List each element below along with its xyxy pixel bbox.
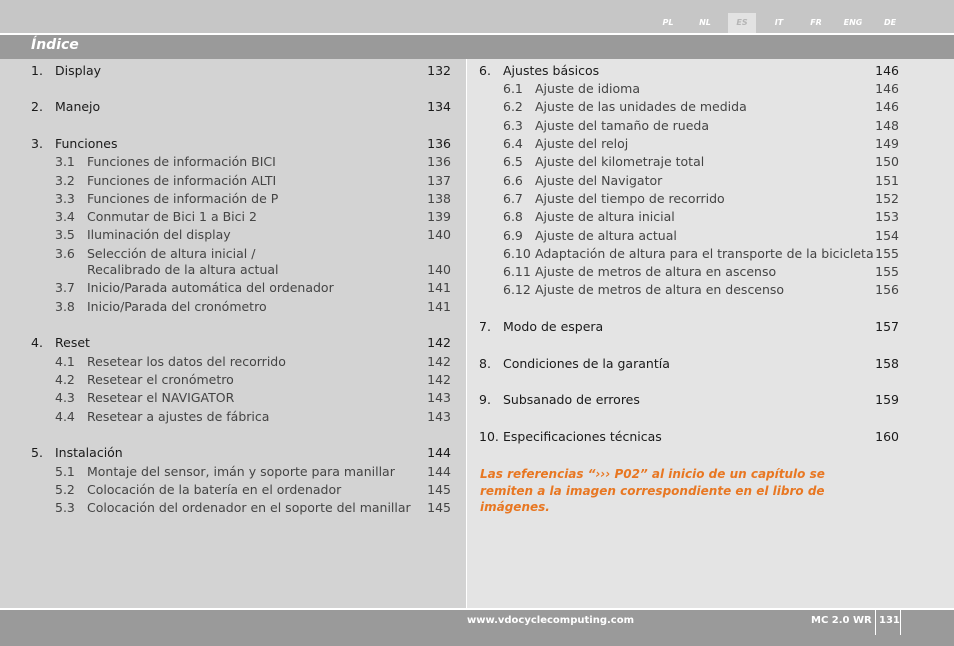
toc-entry-page: 136 <box>427 136 451 151</box>
toc-entry[interactable] <box>31 226 451 244</box>
toc-entry-number: 4.2 <box>55 372 75 387</box>
toc-entry[interactable] <box>479 318 899 336</box>
toc-entry-page: 137 <box>427 173 451 188</box>
lang-tab-pl[interactable]: PL <box>662 18 674 27</box>
page-title: Índice <box>31 37 79 53</box>
toc-entry-number: 5.2 <box>55 482 75 497</box>
footer-model: MC 2.0 WR <box>811 615 872 626</box>
footer-url[interactable]: www.vdocyclecomputing.com <box>467 615 635 626</box>
toc-entry[interactable] <box>479 172 899 190</box>
toc-entry[interactable] <box>31 279 451 297</box>
toc-entry-label: Funciones de información BICI <box>87 154 276 169</box>
toc-entry-page: 142 <box>427 354 451 369</box>
toc-entry-number: 3.4 <box>55 209 75 224</box>
toc-entry-page: 141 <box>427 299 451 314</box>
toc-entry[interactable] <box>479 117 899 135</box>
toc-entry-number: 6.5 <box>503 154 523 169</box>
toc-entry-label: Resetear el NAVIGATOR <box>87 390 235 405</box>
toc-entry-page: 132 <box>427 63 451 78</box>
toc-entry-number: 3.6 <box>55 246 75 261</box>
toc-entry-page: 140 <box>427 227 451 242</box>
toc-entry-page: 151 <box>875 173 899 188</box>
toc-entry-page: 160 <box>875 429 899 444</box>
toc-entry-page: 148 <box>875 118 899 133</box>
toc-entry-label: Colocación del ordenador en el soporte del manillar <box>87 500 411 515</box>
toc-entry-label: Especificaciones técnicas <box>503 429 662 444</box>
toc-entry-number: 3.2 <box>55 173 75 188</box>
toc-entry[interactable] <box>31 298 451 316</box>
toc-entry-label: Instalación <box>55 445 123 460</box>
toc-entry-number: 3.5 <box>55 227 75 242</box>
toc-entry-number: 2. <box>31 99 43 114</box>
toc-entry[interactable] <box>31 62 451 80</box>
toc-entry-label: Ajuste de metros de altura en descenso <box>535 282 785 297</box>
toc-entry-label: Funciones <box>55 136 118 151</box>
toc-entry-number: 6.8 <box>503 209 523 224</box>
toc-entry[interactable] <box>31 389 451 407</box>
toc-entry[interactable] <box>31 353 451 371</box>
toc-entry[interactable] <box>31 463 451 481</box>
toc-entry-page: 146 <box>875 63 899 78</box>
toc-entry-label: Inicio/Parada automática del ordenador <box>87 280 334 295</box>
toc-entry-page: 157 <box>875 319 899 334</box>
lang-tab-fr[interactable]: FR <box>810 18 822 27</box>
footer <box>0 609 954 646</box>
toc-entry-page: 146 <box>875 81 899 96</box>
toc-entry-label: Ajuste del reloj <box>535 136 629 151</box>
toc-entry[interactable] <box>479 98 899 116</box>
toc-entry-page: 159 <box>875 392 899 407</box>
toc-entry-page: 144 <box>427 464 451 479</box>
toc-entry-label: Ajuste de altura actual <box>535 228 677 243</box>
toc-entry-number: 5. <box>31 445 43 460</box>
lang-tab-eng[interactable]: ENG <box>843 18 863 27</box>
toc-entry-page: 134 <box>427 99 451 114</box>
toc-entry-number: 6.7 <box>503 191 523 206</box>
footer-divider <box>875 610 876 635</box>
toc-entry-page: 144 <box>427 445 451 460</box>
toc-entry-label: Iluminación del display <box>87 227 231 242</box>
toc-entry[interactable] <box>479 135 899 153</box>
toc-entry-page: 136 <box>427 154 451 169</box>
toc-entry-number: 10. <box>479 429 499 444</box>
toc-entry-label: Inicio/Parada del cronómetro <box>87 299 267 314</box>
toc-entry-number: 3. <box>31 136 43 151</box>
toc-entry[interactable] <box>31 153 451 171</box>
toc-entry-number: 5.3 <box>55 500 75 515</box>
toc-entry[interactable] <box>479 208 899 226</box>
toc-entry-page: 142 <box>427 372 451 387</box>
toc-entry-label: Manejo <box>55 99 101 114</box>
toc-entry-label: Modo de espera <box>503 319 604 334</box>
toc-entry-label: Ajuste del tamaño de rueda <box>535 118 709 133</box>
toc-entry-page: 146 <box>875 99 899 114</box>
page-number: 131 <box>879 615 900 626</box>
toc-entry-number: 3.3 <box>55 191 75 206</box>
toc-entry-label: Selección de altura inicial / <box>87 246 256 261</box>
toc-entry-page: 140 <box>427 262 451 277</box>
toc-entry-page: 142 <box>427 335 451 350</box>
lang-tab-it[interactable]: IT <box>774 18 784 27</box>
toc-entry-page: 158 <box>875 356 899 371</box>
toc-entry[interactable] <box>479 80 899 98</box>
toc-entry-number: 6.4 <box>503 136 523 151</box>
toc-entry-label: Colocación de la batería en el ordenador <box>87 482 342 497</box>
toc-entry-page: 156 <box>875 282 899 297</box>
toc-entry-number: 3.7 <box>55 280 75 295</box>
toc-entry-label: Ajuste del tiempo de recorrido <box>535 191 725 206</box>
toc-entry-number: 6. <box>479 63 491 78</box>
toc-entry-page: 150 <box>875 154 899 169</box>
toc-entry-number: 9. <box>479 392 491 407</box>
toc-entry[interactable] <box>31 481 451 499</box>
toc-entry[interactable] <box>479 153 899 171</box>
toc-entry-label: Display <box>55 63 102 78</box>
toc-entry-label: Condiciones de la garantía <box>503 356 670 371</box>
toc-entry-page: 153 <box>875 209 899 224</box>
toc-entry-label: Funciones de información ALTI <box>87 173 277 188</box>
toc-entry[interactable] <box>31 444 451 462</box>
toc-entry[interactable] <box>479 190 899 208</box>
toc-entry-label: Resetear a ajustes de fábrica <box>87 409 270 424</box>
toc-entry[interactable] <box>479 245 899 263</box>
toc-entry-number: 6.1 <box>503 81 523 96</box>
toc-entry-page: 143 <box>427 409 451 424</box>
toc-entry-number: 7. <box>479 319 491 334</box>
toc-entry-page: 145 <box>427 482 451 497</box>
toc-entry-label: Resetear el cronómetro <box>87 372 234 387</box>
toc-entry-page: 155 <box>875 264 899 279</box>
toc-entry-number: 6.10 <box>503 246 531 261</box>
toc-entry-label: Ajuste de metros de altura en ascenso <box>535 264 777 279</box>
toc-entry-label: Conmutar de Bici 1 a Bici 2 <box>87 209 257 224</box>
language-bar <box>0 0 954 33</box>
toc-entry-label: Ajuste de altura inicial <box>535 209 675 224</box>
toc-entry-page: 141 <box>427 280 451 295</box>
toc-entry-number: 3.1 <box>55 154 75 169</box>
toc-entry-label: Ajuste de idioma <box>535 81 640 96</box>
toc-entry-page: 139 <box>427 209 451 224</box>
toc-entry-number: 5.1 <box>55 464 75 479</box>
toc-entry-page: 152 <box>875 191 899 206</box>
toc-entry-page: 138 <box>427 191 451 206</box>
toc-entry[interactable] <box>31 190 451 208</box>
toc-entry[interactable] <box>31 245 451 277</box>
toc-entry-label: Reset <box>55 335 90 350</box>
footer-divider <box>900 610 901 635</box>
toc-entry-label: Ajuste del kilometraje total <box>535 154 705 169</box>
toc-entry-number: 1. <box>31 63 43 78</box>
toc-entry-number: 6.12 <box>503 282 531 297</box>
toc-entry[interactable] <box>479 391 899 409</box>
toc-entry-number: 4. <box>31 335 43 350</box>
toc-entry[interactable] <box>31 371 451 389</box>
toc-entry-page: 145 <box>427 500 451 515</box>
toc-entry[interactable] <box>31 408 451 426</box>
toc-entry-label: Funciones de información de P <box>87 191 279 206</box>
toc-entry[interactable] <box>479 62 899 80</box>
lang-tab-nl[interactable]: NL <box>699 18 711 27</box>
toc-entry-number: 6.3 <box>503 118 523 133</box>
toc-entry[interactable] <box>31 98 451 116</box>
toc-entry-number: 3.8 <box>55 299 75 314</box>
image-reference-note: Las referencias “››› P02” al inicio de un capítulo se remiten a la imagen correspondiente en el libro de imágenes. <box>480 467 825 514</box>
toc-entry-label: Subsanado de errores <box>503 392 640 407</box>
toc-entry[interactable] <box>31 135 451 153</box>
toc-entry[interactable] <box>479 355 899 373</box>
toc-entry-page: 149 <box>875 136 899 151</box>
toc-entry[interactable] <box>479 428 899 446</box>
toc-entry[interactable] <box>31 499 451 517</box>
toc-entry[interactable] <box>31 208 451 226</box>
toc-entry-number: 6.2 <box>503 99 523 114</box>
toc-entry[interactable] <box>479 281 899 299</box>
toc-entry[interactable] <box>479 227 899 245</box>
lang-tab-de[interactable]: DE <box>883 18 897 27</box>
toc-entry-label: Ajuste del Navigator <box>535 173 663 188</box>
toc-entry-page: 143 <box>427 390 451 405</box>
toc-entry[interactable] <box>31 172 451 190</box>
toc-entry-number: 4.3 <box>55 390 75 405</box>
toc-entry-label: Ajustes básicos <box>503 63 600 78</box>
toc-entry-number: 4.4 <box>55 409 75 424</box>
toc-entry-page: 154 <box>875 228 899 243</box>
toc-entry-number: 6.11 <box>503 264 531 279</box>
toc-entry[interactable] <box>479 263 899 281</box>
toc-entry[interactable] <box>31 334 451 352</box>
toc-entry-number: 6.6 <box>503 173 523 188</box>
toc-entry-label-continued: Recalibrado de la altura actual <box>87 262 279 277</box>
toc-entry-number: 6.9 <box>503 228 523 243</box>
toc-entry-number: 8. <box>479 356 491 371</box>
lang-tab-es[interactable]: ES <box>728 13 756 33</box>
toc-entry-label: Resetear los datos del recorrido <box>87 354 286 369</box>
toc-entry-label: Adaptación de altura para el transporte de la bicicleta <box>535 246 874 261</box>
title-bar <box>0 34 954 59</box>
toc-entry-number: 4.1 <box>55 354 75 369</box>
toc-entry-label: Montaje del sensor, imán y soporte para manillar <box>87 464 395 479</box>
toc-entry-label: Ajuste de las unidades de medida <box>535 99 747 114</box>
toc-entry-page: 155 <box>875 246 899 261</box>
